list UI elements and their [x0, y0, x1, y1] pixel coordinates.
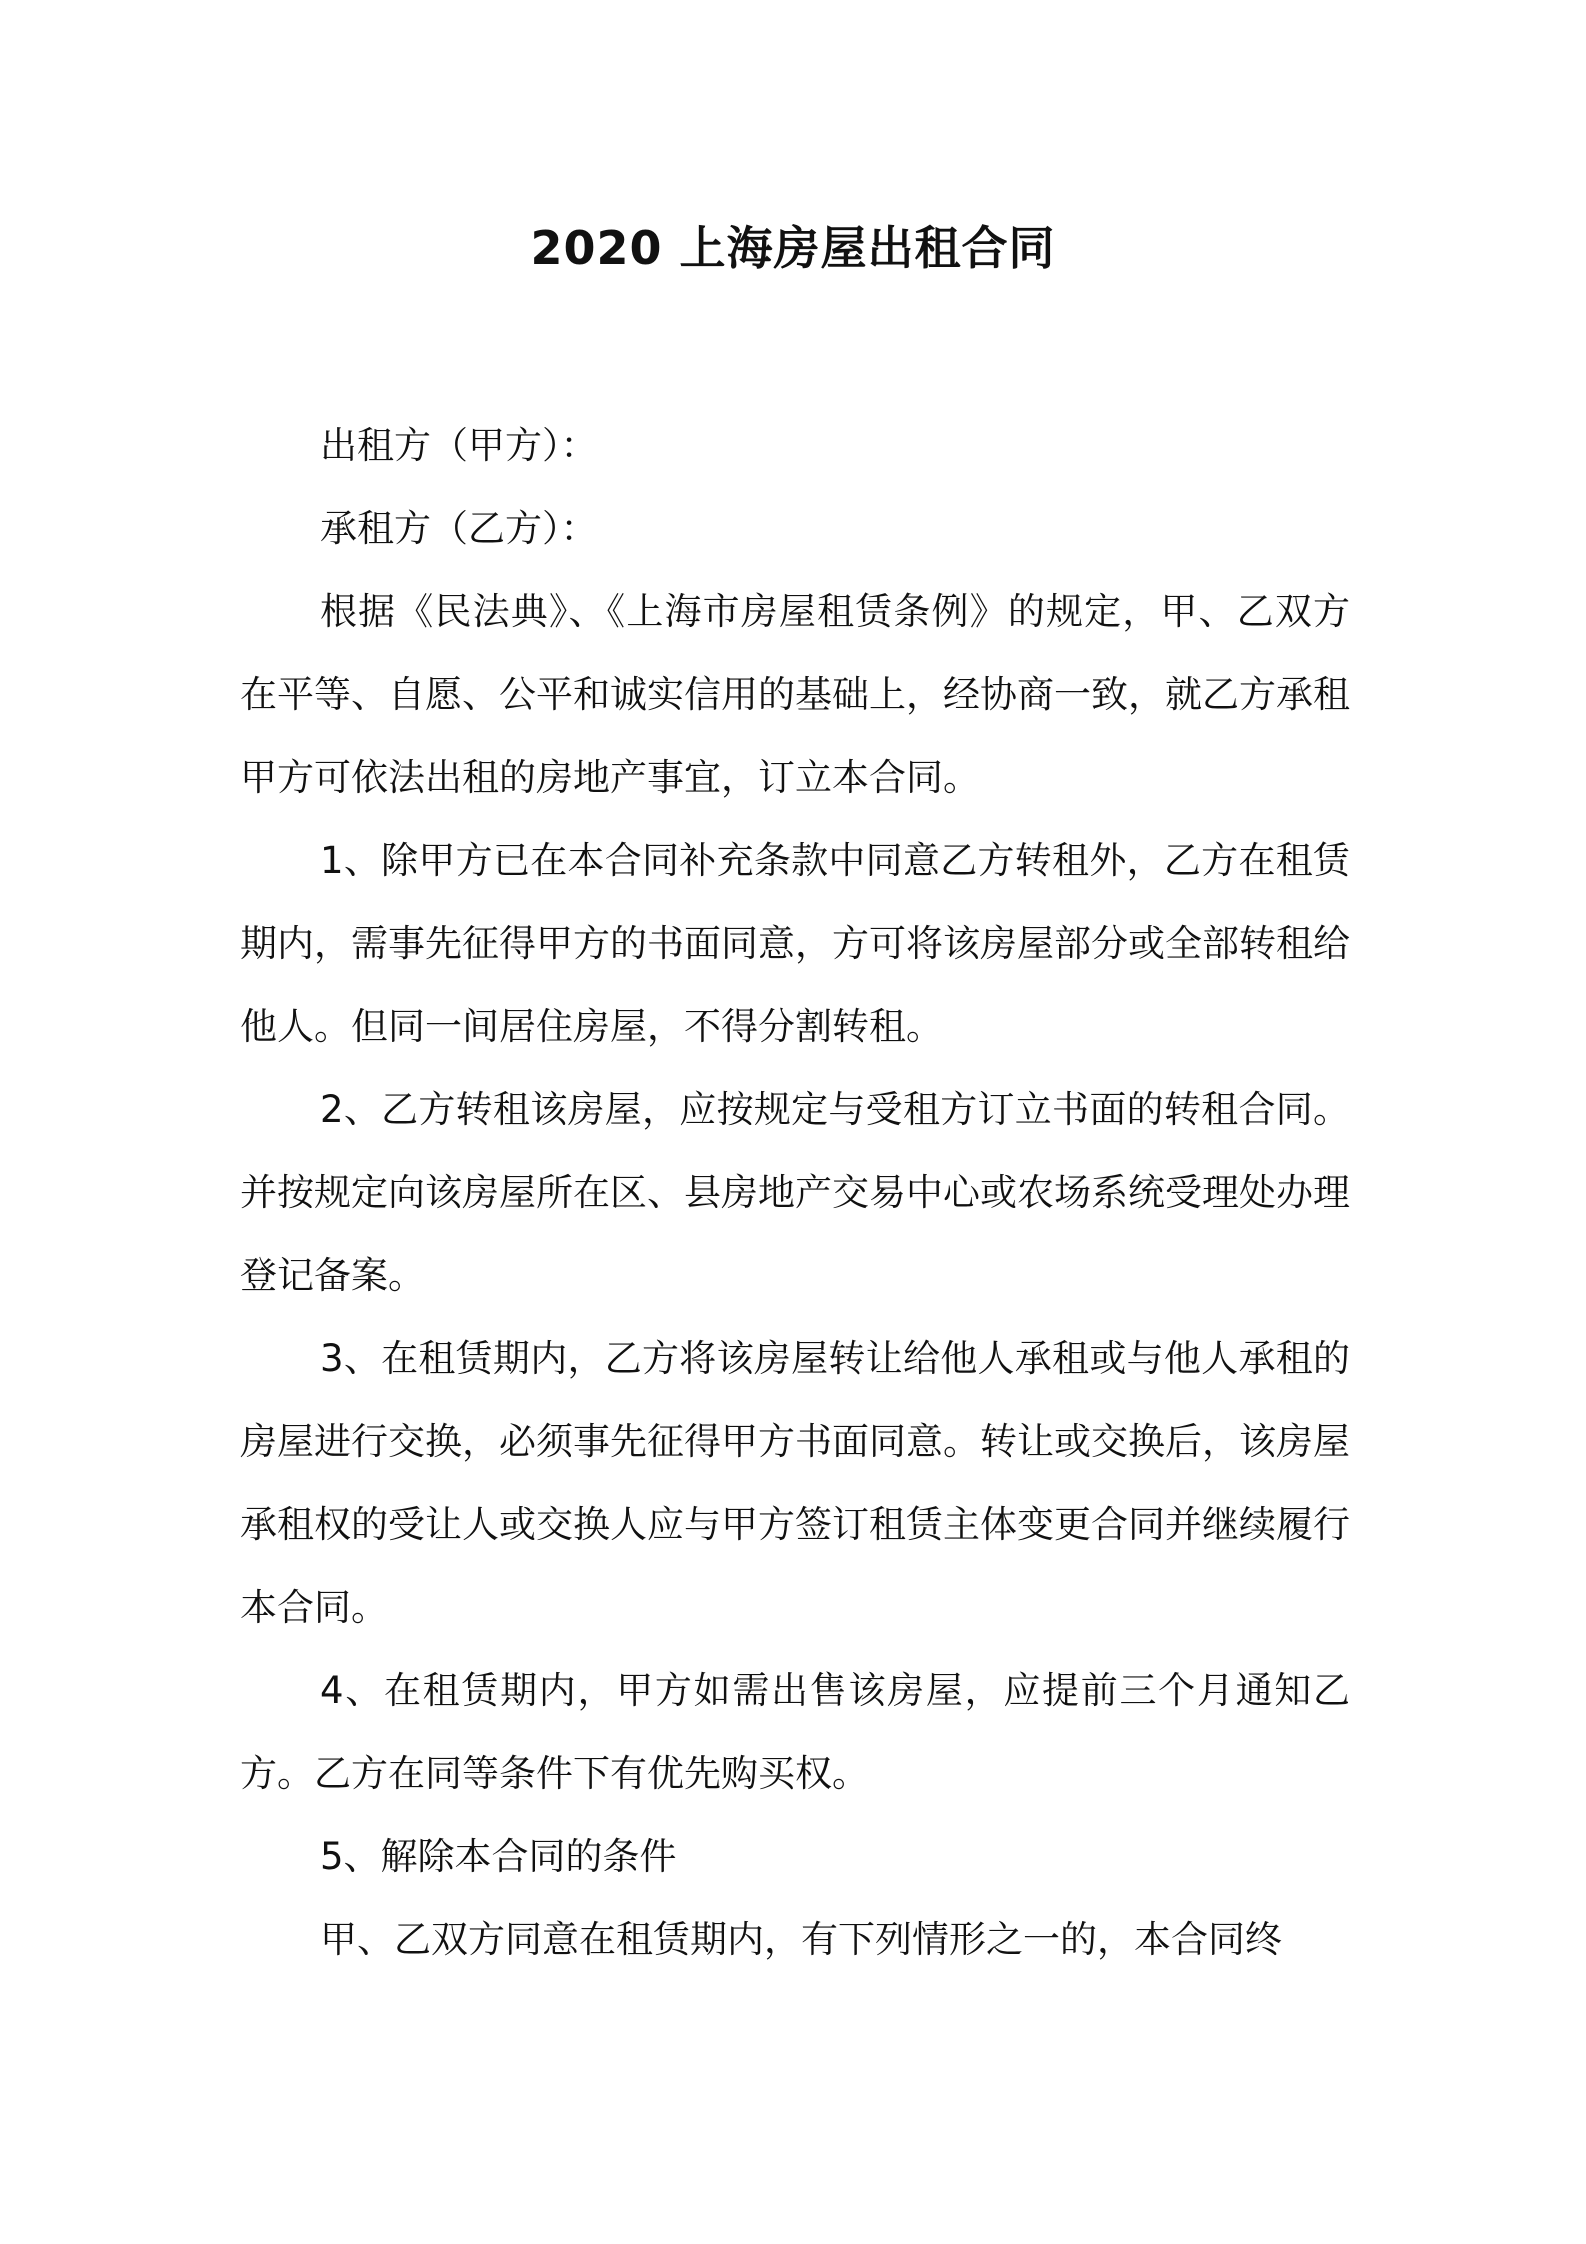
paragraph-clause-1: 1、除甲方已在本合同补充条款中同意乙方转租外，乙方在租赁期内，需事先征得甲方的书面同意，方可将该房屋部分或全部转租给他人。但同一间居住房屋，不得分割转租。	[240, 839, 1350, 1048]
document-body	[240, 404, 1350, 1981]
document-title: 2020 上海房屋出租合同	[530, 221, 1056, 275]
paragraph-clause-5-text: 甲、乙双方同意在租赁期内，有下列情形之一的，本合同终	[320, 1918, 1282, 1961]
paragraph-preamble: 根据《民法典》、《上海市房屋租赁条例》的规定，甲、乙双方在平等、自愿、公平和诚实信用的基础上，经协商一致，就乙方承租甲方可依法出租的房地产事宜，订立本合同。	[240, 590, 1350, 799]
paragraph-clause-4: 4、在租赁期内，甲方如需出售该房屋，应提前三个月通知乙方。乙方在同等条件下有优先购买权。	[240, 1669, 1350, 1795]
paragraph-clause-2: 2、乙方转租该房屋，应按规定与受租方订立书面的转租合同。并按规定向该房屋所在区、县房地产交易中心或农场系统受理处办理登记备案。	[240, 1088, 1350, 1297]
lessee-label: 承租方（乙方）：	[320, 507, 598, 550]
paragraph-clause-3: 3、在租赁期内，乙方将该房屋转让给他人承租或与他人承租的房屋进行交换，必须事先征得甲方书面同意。转让或交换后，该房屋承租权的受让人或交换人应与甲方签订租赁主体变更合同并继续履行本合同。	[240, 1337, 1350, 1629]
paragraph-clause-5-heading: 5、解除本合同的条件	[320, 1835, 677, 1878]
lessor-label: 出租方（甲方）：	[320, 424, 598, 467]
